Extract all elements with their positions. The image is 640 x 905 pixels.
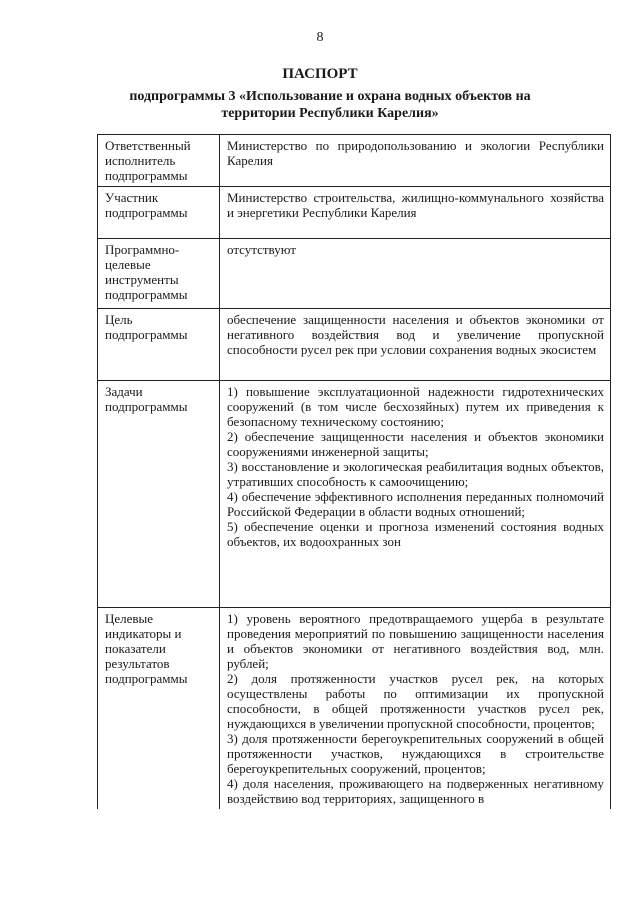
passport-table <box>97 134 611 809</box>
value-text: Министерство строительства, жилищно-коммунального хозяйства и энергетики Республики Карелия <box>227 190 604 220</box>
row-label: Задачи подпрограммы <box>98 381 220 608</box>
row-value <box>220 309 611 381</box>
row-value <box>220 187 611 239</box>
table-row <box>98 187 611 239</box>
value-text: Министерство по природопользованию и экологии Республики Карелия <box>227 138 604 168</box>
value-text: 5) обеспечение оценки и прогноза изменений состояния водных объектов, их водоохранных зон <box>227 519 604 549</box>
table-row <box>98 135 611 187</box>
table-row <box>98 381 611 608</box>
document-title: ПАСПОРТ <box>282 66 358 82</box>
row-value <box>220 381 611 608</box>
table-row <box>98 608 611 810</box>
row-label: Цель подпрограммы <box>98 309 220 381</box>
value-text: 3) восстановление и экологическая реабилитация водных объектов, утративших способность к самоочищению; <box>227 459 604 489</box>
page-number: 8 <box>316 30 324 45</box>
row-value <box>220 608 611 810</box>
row-label: Целевые индикаторы и показатели результатов подпрограммы <box>98 608 220 810</box>
row-label: Программно-целевые инструменты подпрограммы <box>98 239 220 309</box>
value-text: 4) доля населения, проживающего на подверженных негативному воздействию вод территориях, защищенного в <box>227 776 604 806</box>
document-subtitle: подпрограммы 3 «Использование и охрана водных объектов на территории Республики Карелия» <box>129 89 531 121</box>
table-row <box>98 239 611 309</box>
row-value <box>220 135 611 187</box>
value-text: 3) доля протяженности берегоукрепительных сооружений в общей протяженности участков, нуждающихся в строительстве берегоукрепительных сооружений, процентов; <box>227 731 604 776</box>
row-value <box>220 239 611 309</box>
value-text: 1) уровень вероятного предотвращаемого ущерба в результате проведения мероприятий по повышению защищенности населения и объектов экономики от негативного воздействия вод, млн. рублей; <box>227 611 604 671</box>
value-text: обеспечение защищенности населения и объектов экономики от негативного воздействия вод и увеличение пропускной способности русел рек при условии сохранения водных экосистем <box>227 312 604 357</box>
value-text: отсутствуют <box>227 242 296 257</box>
value-text: 2) обеспечение защищенности населения и объектов экономики сооружениями инженерной защиты; <box>227 429 604 459</box>
table-row <box>98 309 611 381</box>
value-text: 1) повышение эксплуатационной надежности гидротехнических сооружений (в том числе бесхозяйных) путем их приведения к безопасному техническому состоянию; <box>227 384 604 429</box>
row-label: Ответственный исполнитель подпрограммы <box>98 135 220 187</box>
row-label: Участник подпрограммы <box>98 187 220 239</box>
value-text: 2) доля протяженности участков русел рек, на которых осуществлены работы по оптимизации их пропускной способности, в общей протяженности участков русел рек, нуждающихся в увеличении пропускной способности, процентов; <box>227 671 604 731</box>
value-text: 4) обеспечение эффективного исполнения переданных полномочий Российской Федерации в области водных отношений; <box>227 489 604 519</box>
